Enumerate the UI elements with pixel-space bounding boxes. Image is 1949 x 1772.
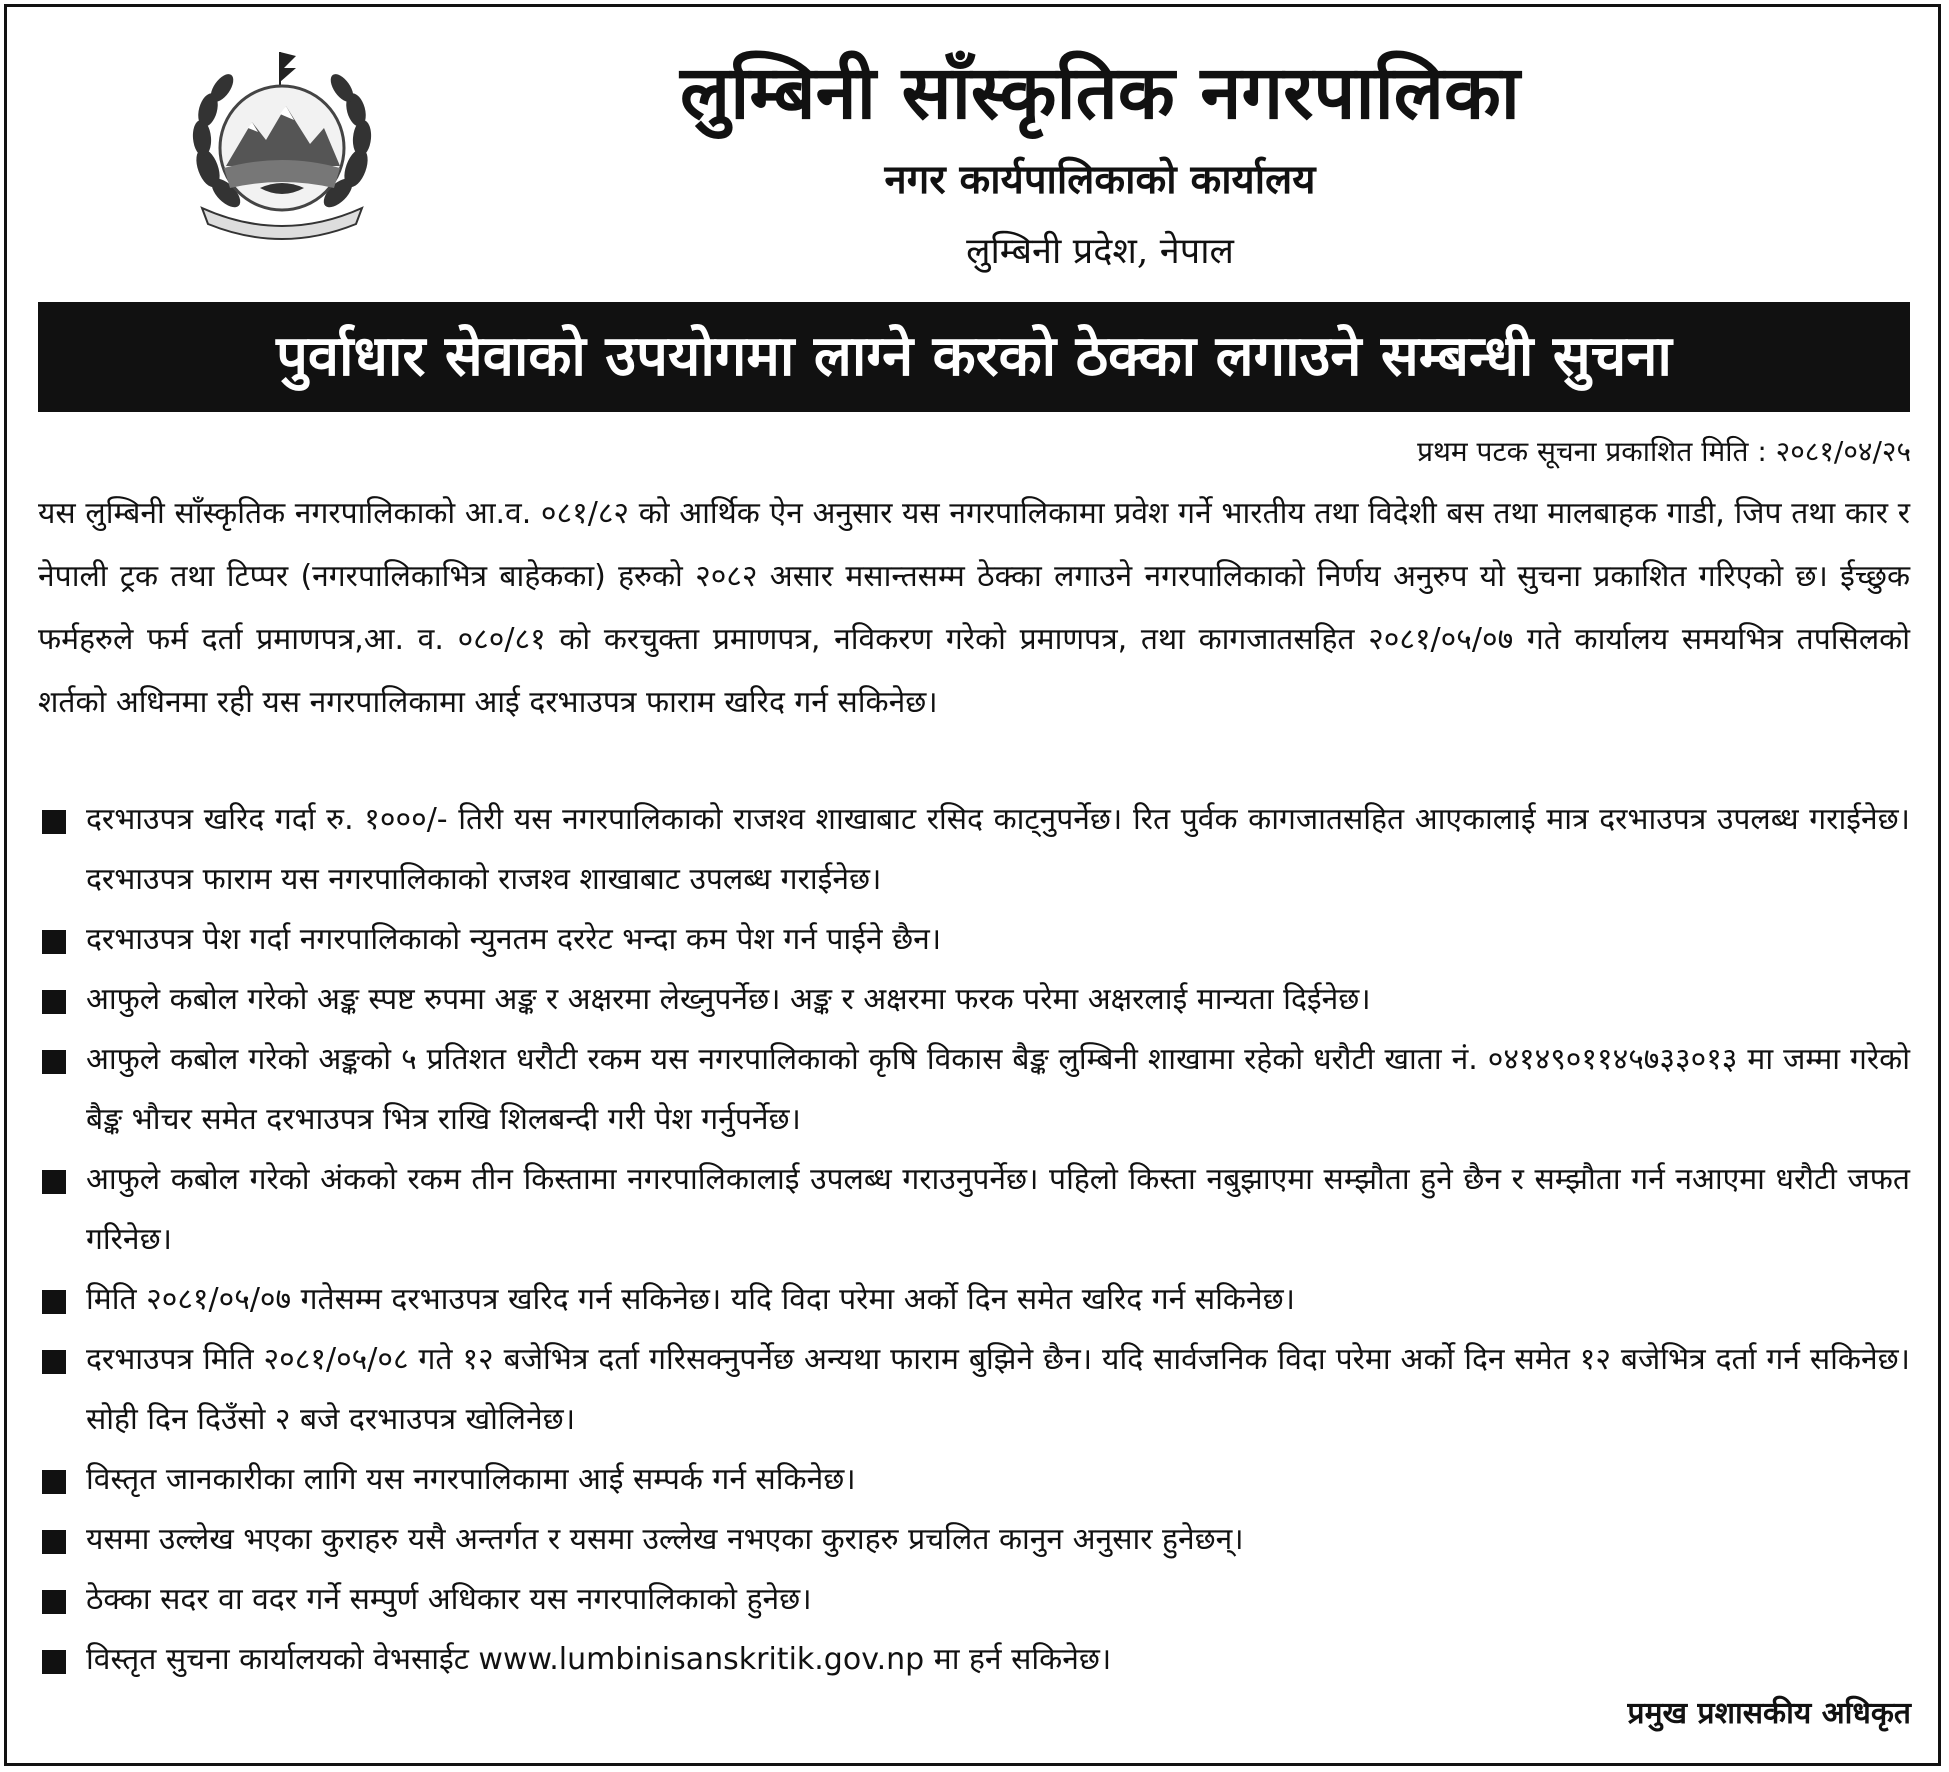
intro-paragraph: यस लुम्बिनी साँस्कृतिक नगरपालिकाको आ.व. ०८१/८२ को आर्थिक ऐन अनुसार यस नगरपालिकामा प्रवेश गर्ने भारतीय तथा विदेशी बस तथा मालबाहक गाडी, जिप तथा कार र नेपाली ट्रक तथा टिप्पर (नगरपालिकाभित्र बाहेकका) हरुको २०८२ असार मसान्तसम्म ठेक्का लगाउने नगरपालिकाको निर्णय अनुरुप यो सुचना प्रकाशित गरिएको छ। ईच्छुक फर्महरुले फर्म दर्ता प्रमाणपत्र,आ. व. ०८०/८१ को करचुक्ता प्रमाणपत्र, नविकरण गरेको प्रमाणपत्र, तथा कागजातसहित २०८१/०५/०७ गते कार्यालय समयभित्र तपसिलको शर्तको अधिनमा रही यस नगरपालिकामा आई दरभाउपत्र फाराम खरिद गर्न सकिनेछ। xyxy=(38,496,1910,720)
office-name: नगर कार्यपालिकाको कार्यालय xyxy=(884,157,1316,203)
list-item xyxy=(38,910,1910,970)
term-text: आफुले कबोल गरेको अङ्कको ५ प्रतिशत धरौटी रकम यस नगरपालिकाको कृषि विकास बैङ्क लुम्बिनी शाखामा रहेको धरौटी खाता नं. ०४१४९०११४५७३३०१३ मा जम्मा गरेको बैङ्क भौचर समेत दरभाउपत्र भित्र राखि शिलबन्दी गरी पेश गर्नुपर्नेछ। xyxy=(86,1042,1910,1137)
list-item xyxy=(38,1630,1910,1690)
signatory-title: प्रमुख प्रशासकीय अधिकृत xyxy=(1627,1696,1911,1731)
list-item xyxy=(38,1330,1910,1450)
notice-title: पुर्वाधार सेवाको उपयोगमा लाग्ने करको ठेक्का लगाउने सम्बन्धी सुचना xyxy=(38,302,1910,412)
square-bullet-icon xyxy=(42,990,66,1014)
list-item xyxy=(38,1270,1910,1330)
square-bullet-icon xyxy=(42,810,66,834)
list-item xyxy=(38,1570,1910,1630)
terms-list xyxy=(38,790,1910,1690)
term-text: दरभाउपत्र मिति २०८१/०५/०८ गते १२ बजेभित्र दर्ता गरिसक्नुपर्नेछ अन्यथा फाराम बुझिने छैन। यदि सार्वजनिक विदा परेमा अर्को दिन समेत १२ बजेभित्र दर्ता गर्न सकिनेछ। सोही दिन दिउँसो २ बजे दरभाउपत्र खोलिनेछ। xyxy=(86,1342,1910,1437)
term-text: ठेक्का सदर वा वदर गर्ने सम्पुर्ण अधिकार यस नगरपालिकाको हुनेछ। xyxy=(86,1582,812,1617)
list-item xyxy=(38,1510,1910,1570)
term-text: आफुले कबोल गरेको अङ्क स्पष्ट रुपमा अङ्क र अक्षरमा लेख्नुपर्नेछ। अङ्क र अक्षरमा फरक परेमा अक्षरलाई मान्यता दिईनेछ। xyxy=(86,982,1371,1017)
square-bullet-icon xyxy=(42,1470,66,1494)
list-item xyxy=(38,790,1910,910)
square-bullet-icon xyxy=(42,1350,66,1374)
nepal-government-emblem-icon xyxy=(168,48,396,248)
organization-name: लुम्बिनी साँस्कृतिक नगरपालिका xyxy=(680,50,1520,136)
province-address: लुम्बिनी प्रदेश, नेपाल xyxy=(966,231,1234,272)
term-text: मिति २०८१/०५/०७ गतेसम्म दरभाउपत्र खरिद गर्न सकिनेछ। यदि विदा परेमा अर्को दिन समेत खरिद गर्न सकिनेछ। xyxy=(86,1282,1295,1317)
list-item xyxy=(38,970,1910,1030)
square-bullet-icon xyxy=(42,1050,66,1074)
square-bullet-icon xyxy=(42,1590,66,1614)
list-item xyxy=(38,1450,1910,1510)
publication-date: प्रथम पटक सूचना प्रकाशित मिति : २०८१/०४/२५ xyxy=(1417,435,1911,468)
term-text: विस्तृत जानकारीका लागि यस नगरपालिकामा आई सम्पर्क गर्न सकिनेछ। xyxy=(86,1462,856,1497)
square-bullet-icon xyxy=(42,1170,66,1194)
term-text: यसमा उल्लेख भएका कुराहरु यसै अन्तर्गत र यसमा उल्लेख नभएका कुराहरु प्रचलित कानुन अनुसार हुनेछन्। xyxy=(86,1522,1244,1557)
list-item xyxy=(38,1030,1910,1150)
list-item xyxy=(38,1150,1910,1270)
term-text: आफुले कबोल गरेको अंकको रकम तीन किस्तामा नगरपालिकालाई उपलब्ध गराउनुपर्नेछ। पहिलो किस्ता नबुझाएमा सम्झौता हुने छैन र सम्झौता गर्न नआएमा धरौटी जफत गरिनेछ। xyxy=(86,1162,1910,1257)
website-term-text: विस्तृत सुचना कार्यालयको वेभसाईट www.lumbinisanskritik.gov.np मा हर्न सकिनेछ। xyxy=(86,1642,1112,1677)
term-text: दरभाउपत्र खरिद गर्दा रु. १०००/- तिरी यस नगरपालिकाको राजश्व शाखाबाट रसिद काट्नुपर्नेछ। रित पुर्वक कागजातसहित आएकालाई मात्र दरभाउपत्र उपलब्ध गराईनेछ। दरभाउपत्र फाराम यस नगरपालिकाको राजश्व शाखाबाट उपलब्ध गराईनेछ। xyxy=(86,802,1910,897)
square-bullet-icon xyxy=(42,1290,66,1314)
square-bullet-icon xyxy=(42,930,66,954)
square-bullet-icon xyxy=(42,1650,66,1674)
square-bullet-icon xyxy=(42,1530,66,1554)
term-text: दरभाउपत्र पेश गर्दा नगरपालिकाको न्युनतम दररेट भन्दा कम पेश गर्न पाईने छैन। xyxy=(86,922,942,957)
